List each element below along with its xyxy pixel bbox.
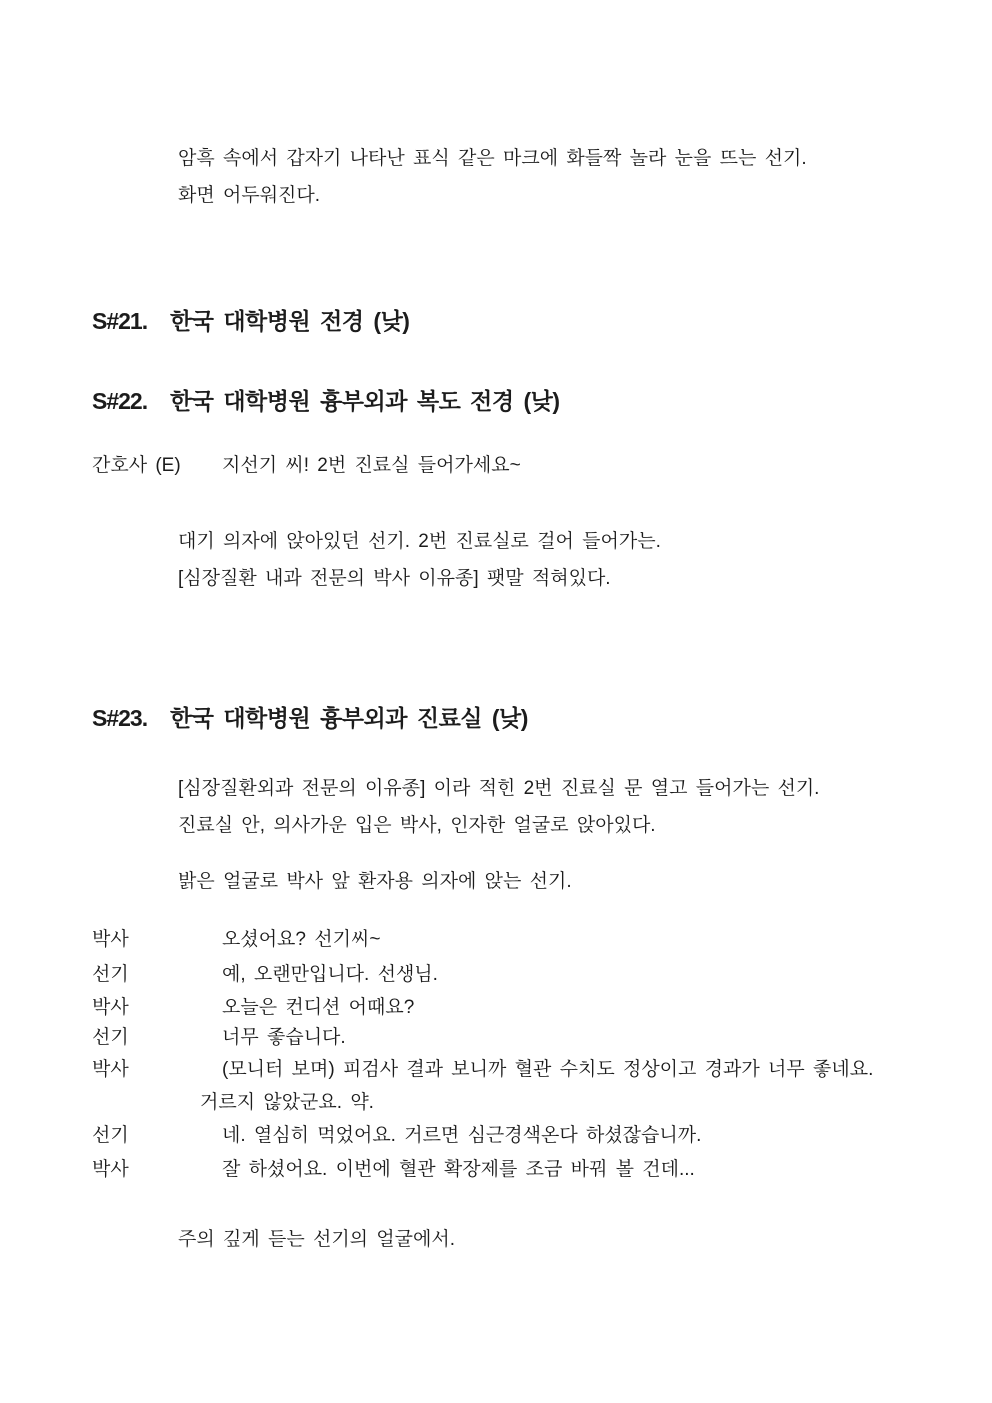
scene-heading-22 [92,383,560,416]
scene-title: 한국 대학병원 흉부외과 복도 전경 (낮) [170,388,560,414]
dialogue-continuation-line: 거르지 않았군요. 약. [200,1092,374,1113]
scene-title: 한국 대학병원 전경 (낮) [170,308,410,334]
action-line: 대기 의자에 앉아있던 선기. 2번 진료실로 걸어 들어가는. [178,531,661,552]
action-paragraph-closing [178,1221,455,1258]
scene-heading-23 [92,700,528,733]
dialogue-row [92,996,414,1020]
action-line: 화면 어두워진다. [178,185,321,206]
speaker-name: 박사 [92,1059,129,1080]
dialogue-row [92,963,438,987]
scene-number: S#22. [92,388,148,414]
dialogue-text: 네. 열심히 먹었어요. 거르면 심근경색온다 하셨잖습니까. [222,1125,702,1146]
dialogue-row [92,1026,346,1050]
dialogue-row [92,1058,873,1082]
speaker-name: 박사 [92,997,129,1018]
dialogue-row [92,928,380,952]
scene-heading-21 [92,303,409,336]
action-line: 암흑 속에서 갑자기 나타난 표식 같은 마크에 화들짝 놀라 눈을 뜨는 선기. [178,148,807,169]
scene-title: 한국 대학병원 흉부외과 진료실 (낮) [170,705,528,731]
action-paragraph-sit [178,863,572,900]
action-paragraph-intro [178,140,807,214]
dialogue-text: 오셨어요? 선기씨~ [222,929,381,950]
dialogue-text: 지선기 씨! 2번 진료실 들어가세요~ [222,455,521,476]
speaker-name: 간호사 (E) [92,455,181,476]
action-paragraph-office [178,770,819,844]
dialogue-row-nurse [92,454,521,478]
action-line: [심장질환 내과 전문의 박사 이유종] 팻말 적혀있다. [178,568,611,589]
dialogue-text: 오늘은 컨디션 어때요? [222,997,415,1018]
dialogue-text: 너무 좋습니다. [222,1027,346,1048]
scene-number: S#23. [92,705,148,731]
dialogue-text: (모니터 보며) 피검사 결과 보니까 혈관 수치도 정상이고 경과가 너무 좋네요. [222,1059,874,1080]
dialogue-text: 잘 하셨어요. 이번에 혈관 확장제를 조금 바꿔 볼 건데... [222,1159,695,1180]
scene-number: S#21. [92,308,148,334]
speaker-name: 선기 [92,1125,129,1146]
speaker-name: 선기 [92,964,129,985]
speaker-name: 선기 [92,1027,129,1048]
action-line: [심장질환외과 전문의 이유종] 이라 적힌 2번 진료실 문 열고 들어가는 선기. [178,778,820,799]
dialogue-row [92,1158,695,1182]
action-line: 진료실 안, 의사가운 입은 박사, 인자한 얼굴로 앉아있다. [178,815,656,836]
action-line: 주의 깊게 듣는 선기의 얼굴에서. [178,1229,455,1250]
action-paragraph-corridor [178,523,661,597]
speaker-name: 박사 [92,929,129,950]
action-line: 밝은 얼굴로 박사 앞 환자용 의자에 앉는 선기. [178,871,572,892]
speaker-name: 박사 [92,1159,129,1180]
dialogue-text: 예, 오랜만입니다. 선생님. [222,964,438,985]
dialogue-row [92,1124,701,1148]
